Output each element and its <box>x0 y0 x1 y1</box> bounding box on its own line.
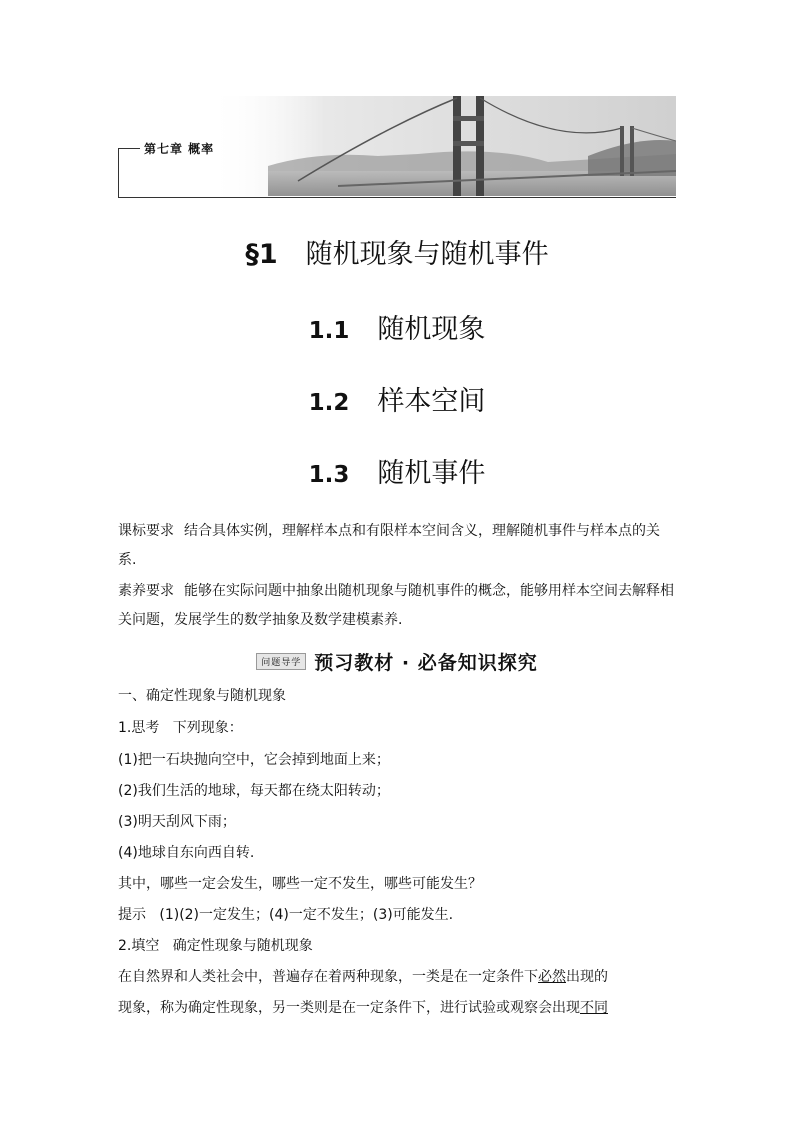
fill-line <box>118 936 678 956</box>
paragraph-line-1 <box>118 967 678 987</box>
banner-rule-left <box>118 148 119 198</box>
section-title-text: 随机现象与随机事件 <box>305 239 549 270</box>
chapter-banner <box>118 96 676 198</box>
literacy-requirement <box>118 577 678 635</box>
section-band-title: 预习教材 · 必备知识探究 <box>314 652 538 674</box>
think-line <box>118 718 678 738</box>
heading-1: 一、确定性现象与随机现象 <box>118 688 286 704</box>
paragraph-text: 现象，称为确定性现象，另一类则是在一定条件下，进行试验或观察会出现 <box>118 1000 580 1016</box>
hint-label: 提示 <box>118 907 146 923</box>
fill-label: 2.填空 <box>118 938 160 954</box>
subtitle-number: 1.2 <box>308 390 350 416</box>
hint-text: (1)(2)一定发生；(4)一定不发生；(3)可能发生. <box>159 907 454 923</box>
banner-rule-bottom <box>118 197 676 198</box>
banner-rule-top <box>118 148 140 149</box>
subtitle-1 <box>0 307 794 346</box>
underlined-blank: 必然 <box>538 969 566 985</box>
subtitle-2 <box>0 379 794 418</box>
section-tag: 问题导学 <box>256 653 306 670</box>
subtitle-number: 1.3 <box>308 462 350 488</box>
section-number: §1 <box>245 239 278 270</box>
subtitle-number: 1.1 <box>308 318 350 344</box>
subtitle-3 <box>0 451 794 490</box>
section-band <box>0 648 794 675</box>
paragraph-text: 出现的 <box>566 969 608 985</box>
fill-title: 确定性现象与随机现象 <box>172 938 313 954</box>
paragraph-text: 在自然界和人类社会中，普遍存在着两种现象，一类是在一定条件下 <box>118 969 538 985</box>
list-item: (4)地球自东向西自转. <box>118 845 255 861</box>
subtitle-text: 样本空间 <box>377 386 486 417</box>
list-item: (2)我们生活的地球，每天都在绕太阳转动； <box>118 783 390 799</box>
chapter-label: 第七章 概率 <box>144 142 215 156</box>
paragraph-line-2 <box>118 998 678 1018</box>
course-requirement-text: 结合具体实例，理解样本点和有限样本空间含义，理解随机事件与样本点的关系. <box>118 523 660 568</box>
literacy-requirement-label: 素养要求 <box>118 583 174 599</box>
think-label: 1.思考 <box>118 720 160 736</box>
think-intro: 下列现象： <box>172 720 243 736</box>
list-item: (1)把一石块抛向空中，它会掉到地面上来； <box>118 752 390 768</box>
hint-line <box>118 905 678 925</box>
subtitle-text: 随机事件 <box>377 458 486 489</box>
underlined-blank: 不同 <box>580 1000 608 1016</box>
literacy-requirement-text: 能够在实际问题中抽象出随机现象与随机事件的概念，能够用样本空间去解释相关问题，发展学生的数学抽象及数学建模素养. <box>118 583 674 628</box>
course-requirement-label: 课标要求 <box>118 523 174 539</box>
question: 其中，哪些一定会发生，哪些一定不发生，哪些可能发生？ <box>118 876 482 892</box>
course-requirement <box>118 517 678 575</box>
subtitle-text: 随机现象 <box>377 314 486 345</box>
list-item: (3)明天刮风下雨； <box>118 814 236 830</box>
section-title <box>0 232 794 271</box>
